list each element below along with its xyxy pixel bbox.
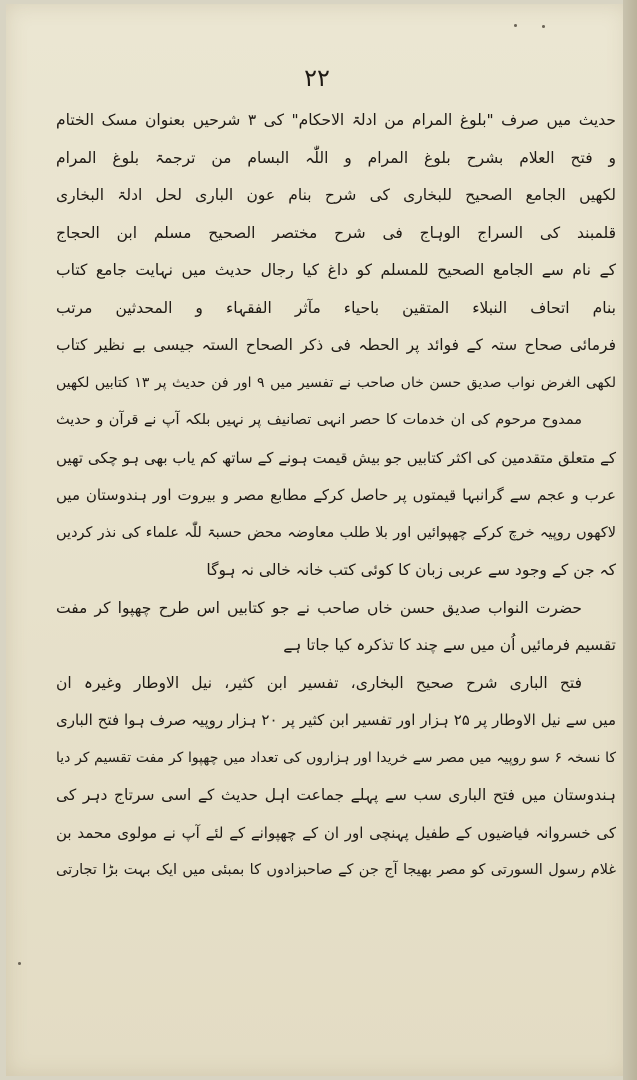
page-number: ۲۲ xyxy=(304,64,330,92)
text-line: کے نام سے الجامع الصحیح للمسلم کو داغ کیا رجال حدیث میں نہایت جامع کتاب xyxy=(56,261,616,279)
text-line: کی خسروانہ فیاضیوں کے طفیل پہنچی اور ان کے چھپوانے کے لئے آپ نے مولوی محمد بن xyxy=(56,823,616,842)
text-line: لاکھوں روپیہ خرچ کرکے چھپوائیں اور بلا طلب معاوضہ محض حسبۃ للّٰہ علماء کی نذر کردیں xyxy=(56,524,616,541)
text-line: کا نسخہ ۶ سو روپیہ میں مصر سے خریدا اور ہزاروں کی تعداد میں چھپوا کر مفت تقسیم کر دیا xyxy=(56,749,616,766)
text-line: حضرت النواب صدیق حسن خاں صاحب نے جو کتابیں اس طرح چھپوا کر مفت xyxy=(56,598,582,617)
speck xyxy=(542,25,545,28)
text-line: میں سے نیل الاوطار پر ۲۵ ہزار اور تفسیر ابن کثیر پر ۲۰ ہزار روپیہ صرف ہوا فتح الباری xyxy=(56,711,616,729)
text-line: کہ جن کے وجود سے عربی زبان کا کوئی کتب خانہ خالی نہ ہوگا xyxy=(206,561,616,579)
text-line: کے متعلق متقدمین کی اکثر کتابیں جو بیش قیمت ہونے کے ساتھ کم یاب بھی ہو چکی تھیں xyxy=(56,448,616,467)
text-line: عرب و عجم سے گرانبہا قیمتوں پر حاصل کرکے مطابع مصر و بیروت اور ہندوستان میں xyxy=(56,486,616,504)
text-line: لکھی الغرض نواب صدیق حسن خاں صاحب نے تفسیر میں ۹ اور فن حدیث پر ۱۳ کتابیں لکھیں xyxy=(56,374,616,391)
text-line: قلمبند کی السراج الوہاج فی شرح مختصر الصحیح مسلم ابن الحجاج xyxy=(56,223,616,242)
document-page xyxy=(6,4,628,1076)
text-line: بنام اتحاف النبلاء المتقین باحیاء مآثر الفقہاء و المحدثین مرتب xyxy=(56,298,616,317)
page-edge xyxy=(623,0,637,1080)
text-line: فتح الباری شرح صحیح البخاری، تفسیر ابن کثیر، نیل الاوطار وغیرہ ان xyxy=(56,673,582,692)
body-text xyxy=(56,102,616,890)
text-line: ممدوح مرحوم کی ان خدمات کا حصر انہی تصانیف پر نہیں بلکہ آپ نے قرآن و حدیث xyxy=(56,412,582,428)
text-line: فرمائی صحاح ستہ کے فوائد پر الحطہ فی ذکر الصحاح الستہ جیسی بے نظیر کتاب xyxy=(56,336,616,354)
text-line: ہندوستان میں فتح الباری سب سے پہلے جماعت اہل حدیث کے اسی سرتاج دہر کی xyxy=(56,786,616,804)
speck xyxy=(514,24,517,27)
text-line: و فتح العلام بشرح بلوغ المرام و اللّٰہ البسام من ترجمۃ بلوغ المرام xyxy=(56,148,616,167)
text-line: تقسیم فرمائیں اُن میں سے چند کا تذکرہ کیا جاتا ہے xyxy=(283,636,616,654)
speck xyxy=(18,962,21,965)
text-line: حدیث میں صرف "بلوغ المرام من ادلۃ الاحکام" کی ۳ شرحیں بعنوان مسک الختام xyxy=(56,111,616,129)
text-line: لکھیں الجامع الصحیح للبخاری کی شرح بنام عون الباری لحل ادلۃ البخاری xyxy=(56,186,616,204)
text-line: غلام رسول السورتی کو مصر بھیجا آج جن کے صاحبزادوں کا بمبئی میں ایک بہت بڑا تجارتی xyxy=(56,862,616,878)
